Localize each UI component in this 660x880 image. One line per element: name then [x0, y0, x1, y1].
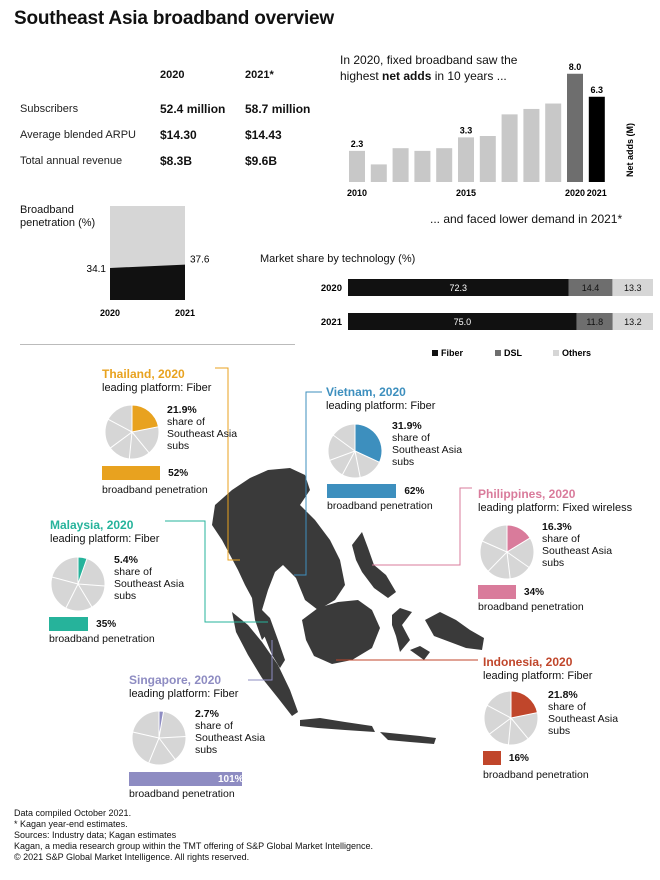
malaysia-penetration-value: 35%: [96, 619, 117, 630]
philippines-penetration-caption: broadband penetration: [478, 601, 584, 613]
market-share-row-label: 2020: [320, 283, 342, 294]
vietnam-share: 31.9% share of Southeast Asia subs: [392, 420, 463, 468]
thailand-penetration-value: 52%: [168, 468, 189, 479]
thailand-share: 21.9% share of Southeast Asia subs: [167, 404, 238, 452]
indonesia-penetration-bar: [483, 751, 501, 765]
philippines-pie: [479, 524, 535, 580]
vietnam-penetration-bar: [327, 484, 396, 498]
thailand-penetration-caption: broadband penetration: [102, 484, 208, 496]
market-share-value: 11.8: [586, 317, 604, 327]
penetration-label-2021: 37.6: [190, 254, 210, 266]
malaysia-pie: [50, 556, 106, 612]
revenue-2020: $8.3B: [160, 154, 193, 168]
singapore-share: 2.7% share of Southeast Asia subs: [195, 708, 266, 756]
arpu-2021: $14.43: [245, 128, 282, 142]
subscribers-2021: 58.7 million: [245, 102, 311, 116]
market-share-value: 72.3: [449, 283, 468, 293]
penetration-tick-2020: 2020: [99, 308, 121, 318]
col-header-2021: 2021*: [245, 69, 274, 81]
net-adds-tick-label: 2015: [455, 188, 477, 198]
philippines-penetration-bar: [478, 585, 516, 599]
malaysia-penetration-bar: [49, 617, 88, 631]
indonesia-penetration-caption: broadband penetration: [483, 769, 589, 781]
malaysia-platform: leading platform: Fiber: [50, 533, 160, 545]
malaysia-share: 5.4% share of Southeast Asia subs: [114, 554, 185, 602]
net-adds-data-label: 8.0: [568, 61, 582, 72]
indonesia-penetration-value: 16%: [508, 753, 529, 764]
footer-line: Kagan, a media research group within the TMT offering of S&P Global Market Intelligence.: [14, 841, 374, 851]
penetration-tick-2021: 2021: [174, 308, 196, 318]
net-adds-y-label: Net adds (M): [625, 123, 635, 177]
market-share-title: Market share by technology (%): [260, 253, 416, 265]
market-share-value: 13.2: [624, 317, 642, 327]
malaysia-name: Malaysia, 2020: [50, 518, 134, 532]
singapore-platform: leading platform: Fiber: [129, 688, 239, 700]
philippines-share: 16.3% share of Southeast Asia subs: [542, 521, 613, 569]
legend-label: DSL: [504, 348, 522, 358]
vietnam-name: Vietnam, 2020: [326, 385, 406, 399]
net-adds-tick-label: 2020: [564, 188, 586, 198]
net-adds-tick-label: 2010: [346, 188, 368, 198]
singapore-name: Singapore, 2020: [129, 673, 222, 687]
demand-headline: ... and faced lower demand in 2021*: [430, 212, 623, 226]
revenue-2021: $9.6B: [245, 154, 278, 168]
footer-line: © 2021 S&P Global Market Intelligence. All rights reserved.: [14, 852, 250, 862]
col-header-2020: 2020: [160, 69, 185, 81]
penetration-title: Broadband penetration (%): [20, 204, 96, 229]
market-share-value: 75.0: [453, 317, 472, 327]
net-adds-data-label: 3.3: [459, 125, 473, 136]
footer-notes: [14, 808, 373, 863]
net-adds-data-label: 6.3: [590, 84, 604, 95]
footer-line: Sources: Industry data; Kagan estimates: [14, 830, 177, 840]
thailand-pie: [104, 404, 160, 460]
row-label-arpu: Average blended ARPU: [20, 129, 136, 141]
singapore-penetration-caption: broadband penetration: [129, 788, 235, 800]
pie-share-slice: [132, 405, 158, 432]
legend-label: Fiber: [441, 348, 464, 358]
vietnam-penetration-caption: broadband penetration: [327, 500, 433, 512]
malaysia-penetration-caption: broadband penetration: [49, 633, 155, 645]
legend-label: Others: [562, 348, 592, 358]
singapore-penetration-value: 101%: [218, 774, 244, 785]
indonesia-name: Indonesia, 2020: [483, 655, 573, 669]
footer-line: * Kagan year-end estimates.: [14, 819, 128, 829]
page-title: Southeast Asia broadband overview: [14, 8, 334, 29]
market-share-value: 14.4: [581, 283, 600, 293]
philippines-name: Philippines, 2020: [478, 487, 576, 501]
row-label-subscribers: Subscribers: [20, 103, 79, 115]
market-share-row-label: 2021: [320, 317, 342, 328]
net-adds-tick-label: 2021: [586, 188, 607, 198]
philippines-platform: leading platform: Fixed wireless: [478, 502, 633, 514]
indonesia-share: 21.8% share of Southeast Asia subs: [548, 689, 619, 737]
indonesia-platform: leading platform: Fiber: [483, 670, 593, 682]
net-adds-data-label: 2.3: [350, 138, 364, 149]
philippines-penetration-value: 34%: [524, 587, 545, 598]
singapore-pie: [131, 710, 187, 766]
vietnam-platform: leading platform: Fiber: [326, 400, 436, 412]
footer-line: Data compiled October 2021.: [14, 808, 132, 818]
indonesia-pie: [483, 690, 539, 746]
vietnam-penetration-value: 62%: [404, 486, 425, 497]
thailand-name: Thailand, 2020: [102, 367, 185, 381]
net-adds-headline: In 2020, fixed broadband saw the highest net adds in 10 years ...: [340, 53, 518, 83]
vietnam-pie: [327, 423, 383, 479]
penetration-label-2020: 34.1: [86, 263, 106, 275]
market-share-value: 13.3: [623, 283, 642, 293]
thailand-penetration-bar: [102, 466, 160, 480]
arpu-2020: $14.30: [160, 128, 197, 142]
thailand-platform: leading platform: Fiber: [102, 382, 212, 394]
row-label-revenue: Total annual revenue: [20, 155, 123, 167]
subscribers-2020: 52.4 million: [160, 102, 226, 116]
